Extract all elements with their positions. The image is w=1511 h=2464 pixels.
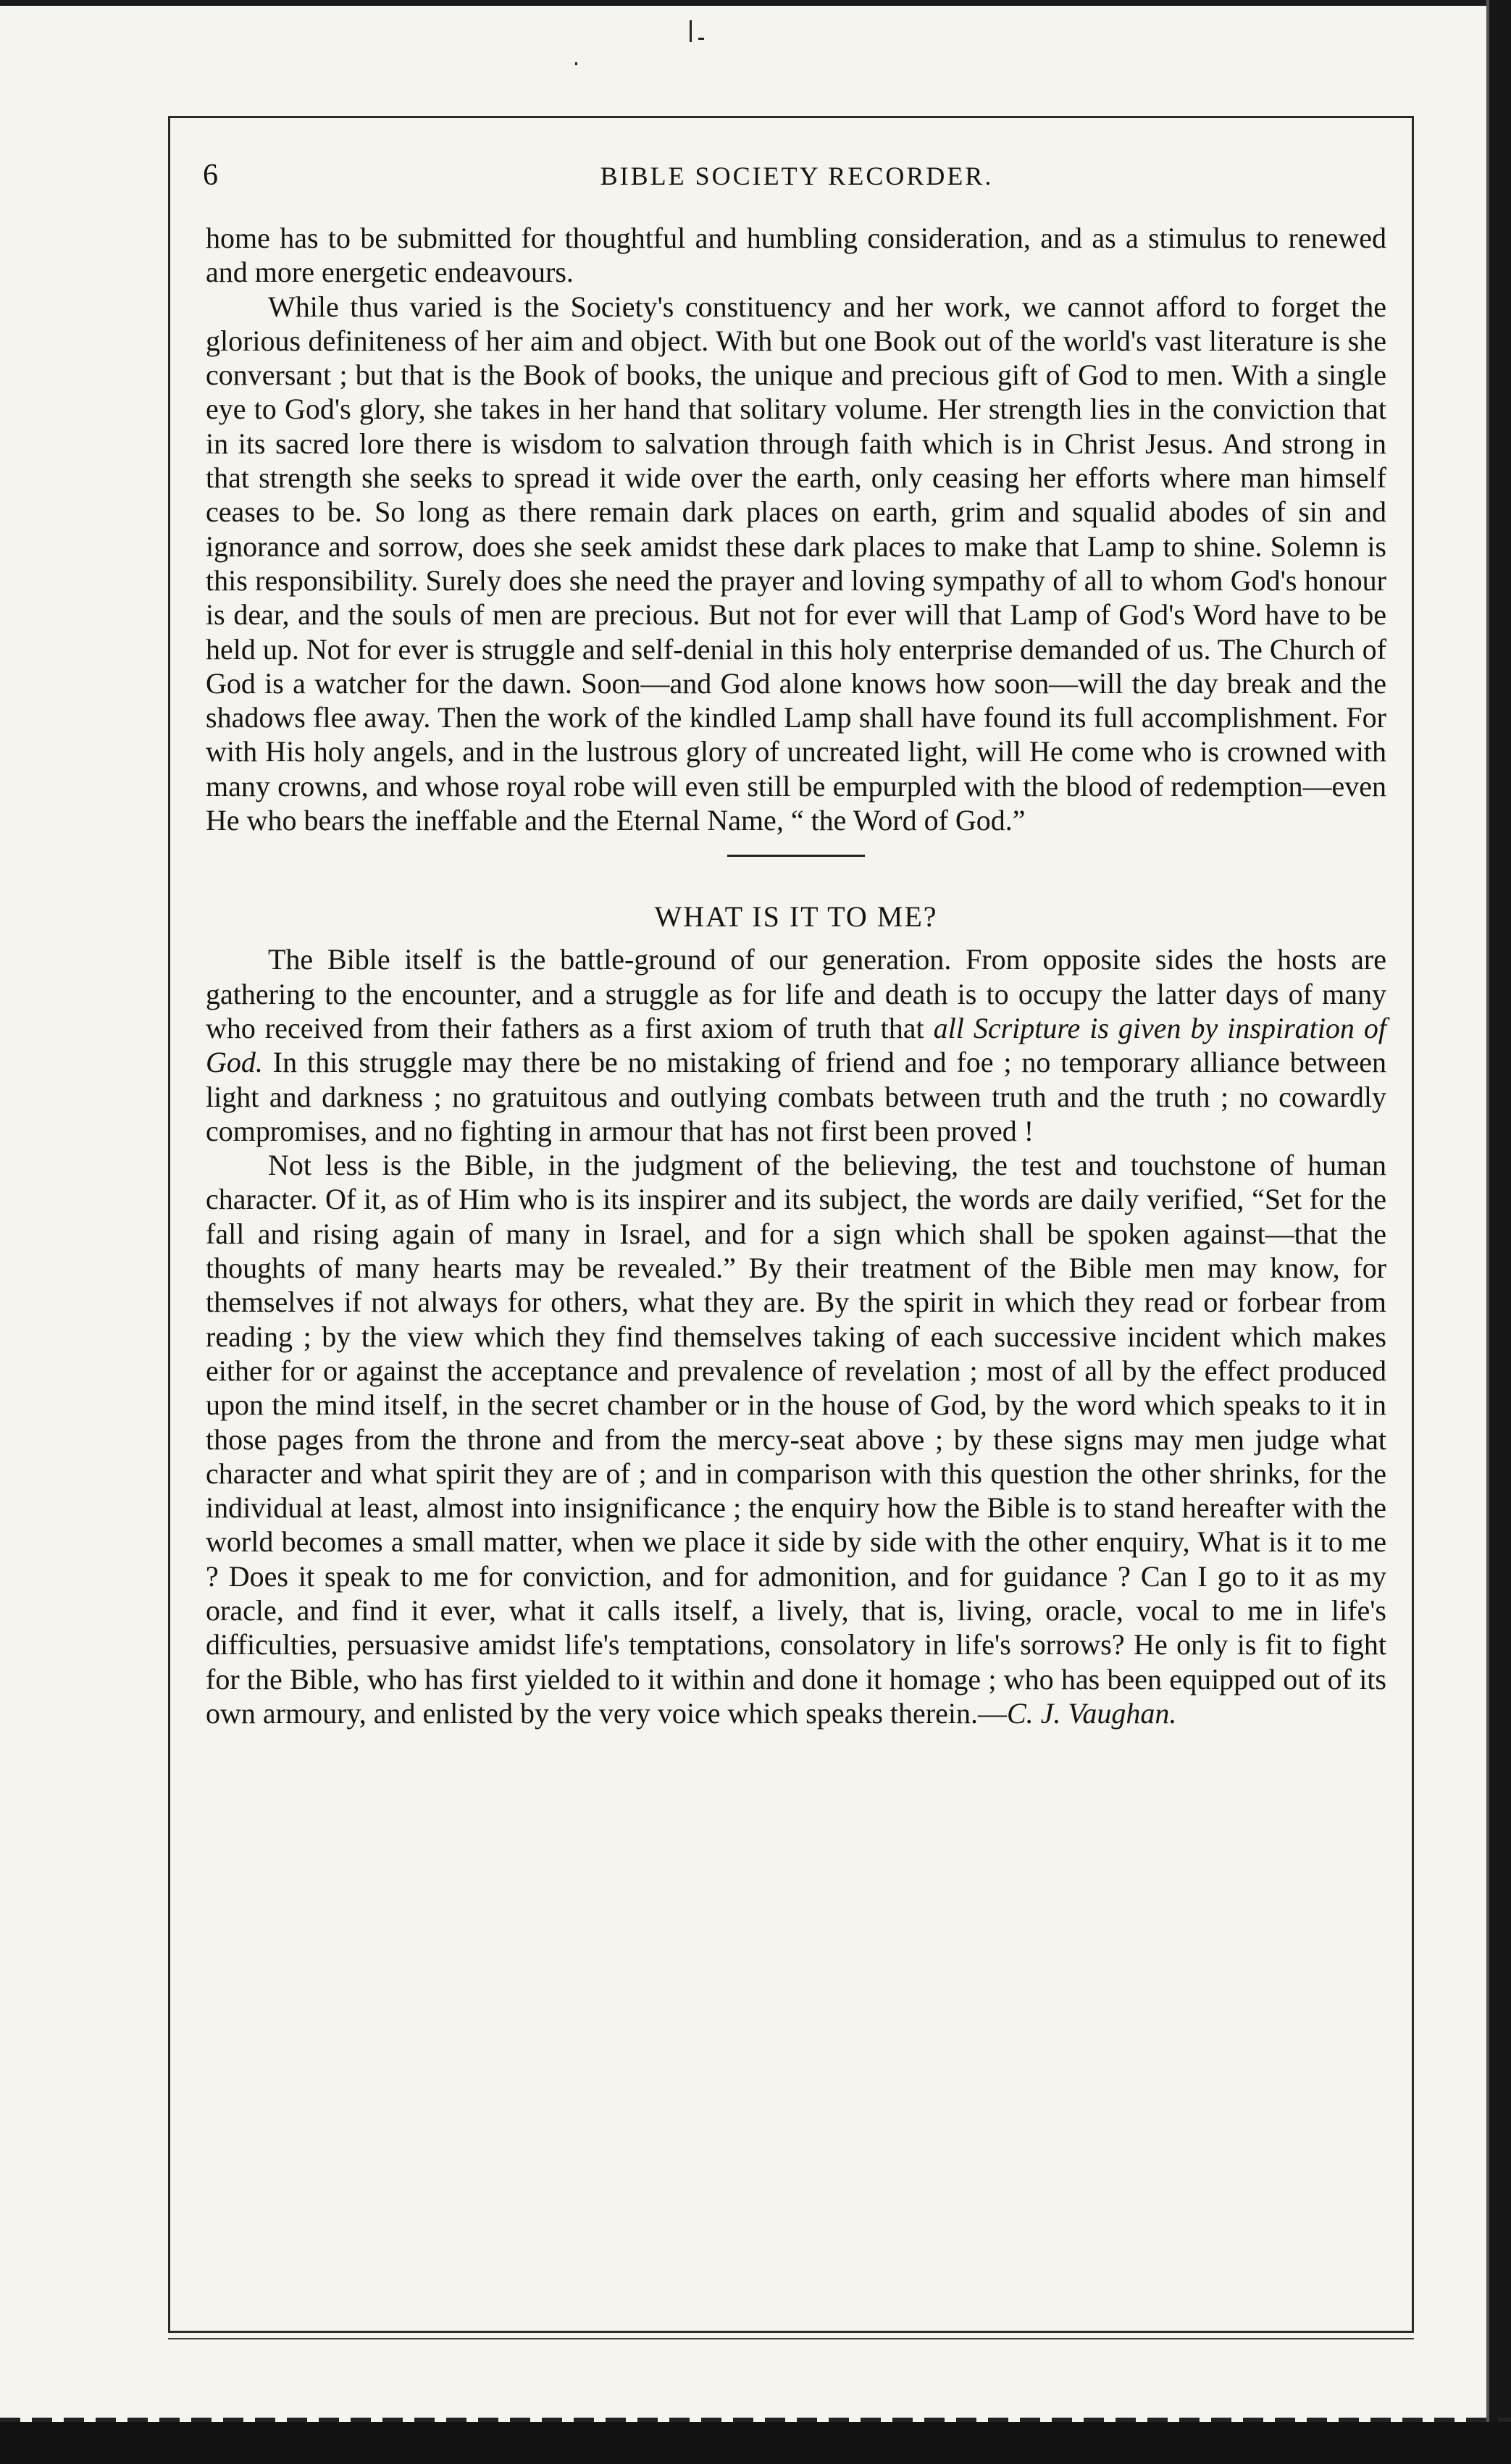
scan-right-edge-shadow (1486, 0, 1489, 2464)
article-title: WHAT IS IT TO ME? (654, 900, 938, 934)
page-content (206, 221, 1386, 1730)
article1-paragraph-2: While thus varied is the Society's constituency and her work, we cannot afford to forget the glorious definiteness of her aim and object. With but one Book out of the world's vast literature is she conversant ; but that is the Book of books, the unique and precious gift of God to men. With a single eye to God's glory, she takes in her hand that solitary volume. Her strength lies in the conviction that in its sacred lore there is wisdom to salvation through faith which is in Christ Jesus. And strong in that strength she seeks to spread it wide over the earth, only ceasing her efforts where man himself ceases to be. So long as there remain dark places on earth, grim and squalid abodes of sin and ignorance and sorrow, does she seek amidst these dark places to make that Lamp to shine. Solemn is this responsibility. Surely does she need the prayer and loving sympathy of all to whom God's honour is dear, and the souls of men are precious. But not for ever will that Lamp of God's Word have to be held up. Not for ever is struggle and self-denial in this holy enterprise demanded of us. The Church of God is a watcher for the dawn. Soon—and God alone knows how soon—will the day break and the shadows flee away. Then the work of the kindled Lamp shall have found its full accomplishment. For with His holy angels, and in the lustrous glory of uncreated light, will He come who is crowned with many crowns, and whose royal robe will even still be empurpled with the blood of redemption—even He who bears the ineffable and the Eternal Name, “ the Word of God.” (206, 290, 1386, 837)
scan-top-edge (0, 0, 1511, 6)
author-signature: C. J. Vaughan. (1006, 1696, 1177, 1730)
bottom-rule (168, 2331, 1414, 2333)
running-header (203, 158, 1391, 201)
article2-paragraph-1 (206, 942, 1386, 1148)
scan-speck (690, 20, 692, 42)
scan-speck (698, 38, 704, 40)
bottom-rule-thin (168, 2338, 1414, 2339)
scan-speck (575, 62, 577, 65)
page-number: 6 (203, 159, 218, 192)
scan-bottom-edge (0, 2422, 1511, 2464)
article2-p1-emphasis: all Scripture is given by inspiration of God. (206, 1011, 1386, 1079)
article2-p2-text: Not less is the Bible, in the judgment of the believing, the test and touchstone of human character. Of it, as of Him who is its inspirer and its subject, the words are daily verified, “Set for the fall and rising again of many in Israel, and for a sign which shall be spoken against—that the thoughts of many hearts may be revealed.” By their treatment of the Bible men may know, for themselves if not always for others, what they are. By the spirit in which they read or forbear from reading ; by the view which they find themselves taking of each successive incident which makes either for or against the acceptance and prevalence of revelation ; most of all by the effect produced upon the mind itself, in the secret chamber or in the house of God, by the word which speaks to it in those pages from the throne and from the mercy-seat above ; by these signs may men judge what character and what spirit they are of ; and in comparison with this question the other shrinks, for the individual at least, almost into insignificance ; the enquiry how the Bible is to stand hereafter with the world becomes a small matter, when we place it side by side with the other enquiry, What is it to me ? Does it speak to me for conviction, and for admonition, and for guidance ? Can I go to it as my oracle, and find it ever, what it calls itself, a lively, that is, living, oracle, vocal to me in life's difficulties, persuasive amidst life's temptations, consolatory in life's sorrows? He only is fit to fight for the Bible, who has first yielded to it within and done it homage ; who has been equipped out of its own armoury, and enlisted by the very voice which speaks therein.— (206, 1149, 1386, 1730)
article2-p1-text-b: In this struggle may there be no mistaking of friend and foe ; no temporary alliance between light and darkness ; no gratuitous and outlying combats between truth and the truth ; no cowardly compromises, and no fighting in armour that has not first been proved ! (206, 1046, 1386, 1147)
article2-paragraph-2 (206, 1148, 1386, 1730)
article2-p1-text-a: The Bible itself is the battle-ground of our generation. From opposite sides the hosts are gathering to the encounter, and a struggle as for life and death is to occupy the latter days of many who received from their fathers as a first axiom of truth that (206, 943, 1386, 1044)
top-rule (168, 116, 1414, 118)
scan-right-edge (1489, 0, 1511, 2464)
section-separator (727, 855, 865, 857)
article1-paragraph-1: home has to be submitted for thoughtful and humbling consideration, and as a stimulus to renewed and more energetic endeavours. (206, 222, 1386, 289)
running-title: BIBLE SOCIETY RECORDER. (600, 162, 994, 190)
